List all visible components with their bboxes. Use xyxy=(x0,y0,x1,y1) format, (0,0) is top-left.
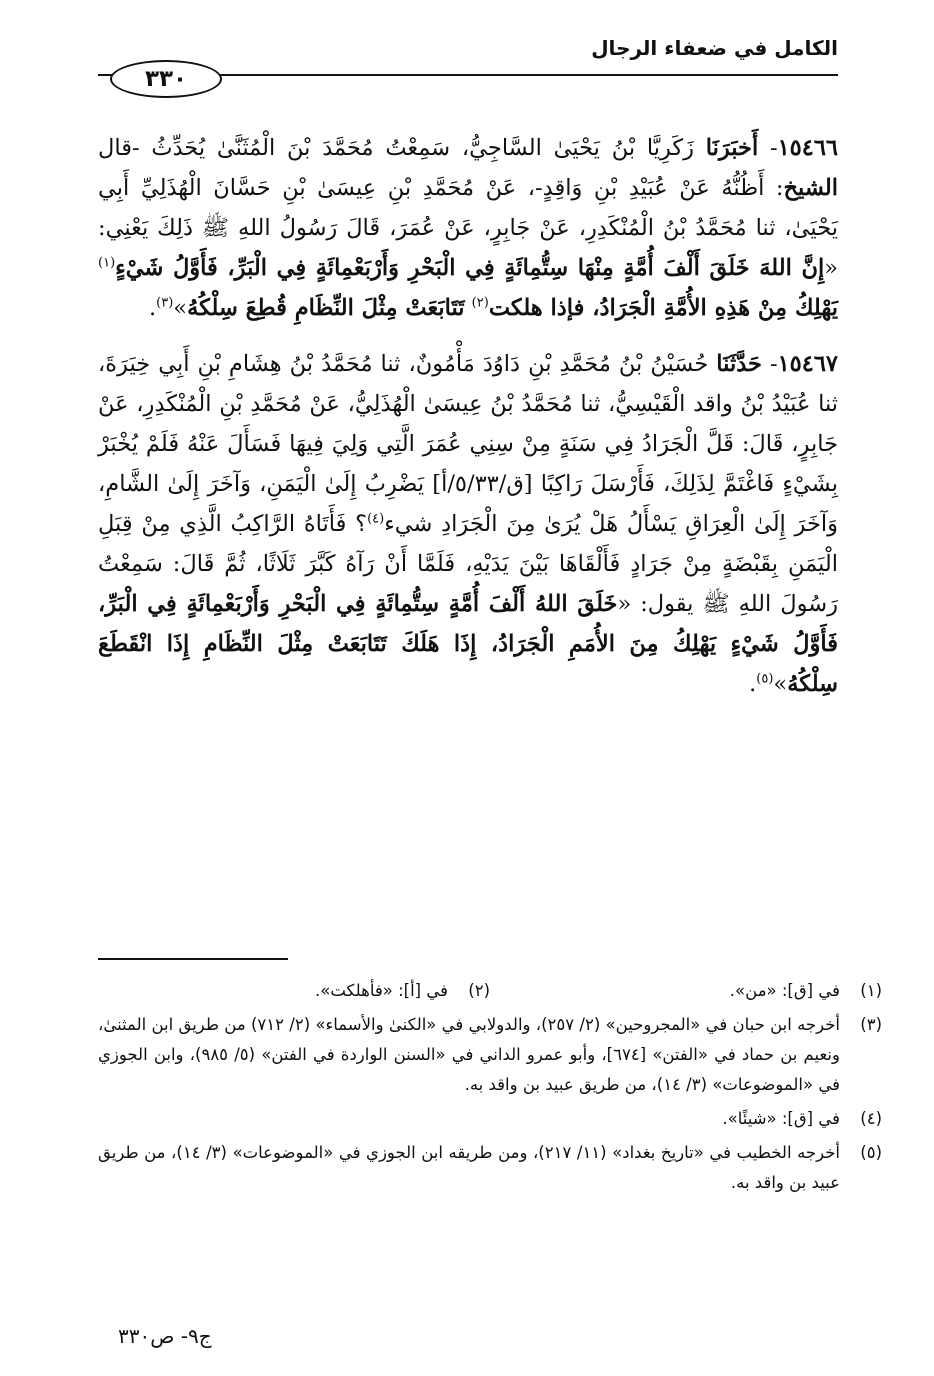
footnote-text: أخرجه ابن حبان في «المجروحين» (٢/ ٢٥٧)، والدولابي في «الكنىٰ والأسماء» (٢/ ٧١٢) من طريق ابن المثنىٰ، ونعيم بن حماد في «الفتن» [٦٧٤]، وأبو عمرو الداني في «السنن الواردة في الفتن» (٥/ ٩٨٥)، وابن الجوزي في «الموضوعات» (٣/ ١٤)، من طريق عبيد بن واقد به. xyxy=(98,1015,841,1094)
closing-quote: » xyxy=(173,295,188,321)
entry-number: ١٥٤٦٧ xyxy=(777,351,839,377)
footnote-number: (٥) xyxy=(860,1143,882,1162)
volume-page-footer: ج٩- ص٣٣٠ xyxy=(118,1324,212,1348)
footnote-marker: (٢) xyxy=(471,295,489,311)
book-title: الكامل في ضعفاء الرجال xyxy=(591,36,838,60)
footnote-text: أخرجه الخطيب في «تاريخ بغداد» (١١/ ٢١٧)، ومن طريقه ابن الجوزي في «الموضوعات» (٣/ ١٤)، من طريق عبيد بن واقد به. xyxy=(98,1143,841,1192)
entry-dash: - xyxy=(758,135,778,161)
footnote-number: (٢) xyxy=(468,981,490,1000)
main-text xyxy=(98,128,838,720)
hadith-entry-15466 xyxy=(98,128,838,328)
footnote-marker: (٥) xyxy=(756,671,774,687)
footnote-number: (١) xyxy=(860,981,882,1000)
sentence-end: . xyxy=(749,671,757,697)
hadith-entry-15467 xyxy=(98,344,838,704)
narration-keyword: أَخبَرَنَا xyxy=(705,135,759,161)
sheikh-keyword: الشيخ xyxy=(783,175,838,201)
footnote-text: في [ق]: «شيئًا». xyxy=(722,1109,840,1128)
footnote-number: (٣) xyxy=(860,1015,882,1034)
hadith-text: خَلَقَ اللهُ أَلْفَ أُمَّةٍ سِتُّمِائَةٍ فِي الْبَحْرِ وَأَرْبَعْمِائَةٍ فِي الْبَرِّ، فَأَوَّلُ شَيْءٍ يَهْلِكُ مِنَ الأُمَمِ الْجَرَادُ، إِذَا هَلَكَ تَتَابَعَتْ مِثْلَ النِّظَامِ إِذَا انْقَطَعَ سِلْكُهُ xyxy=(98,591,838,697)
narration-keyword: حَدَّثَنَا xyxy=(716,351,762,377)
footnote-marker: (٣) xyxy=(156,295,174,311)
footnote-separator xyxy=(98,958,288,960)
hadith-text: إِنَّ اللهَ خَلَقَ أَلْفَ أُمَّةٍ مِنْهَا سِتُّمِائَةٍ فِي الْبَحْرِ وَأَرْبَعْمِائَةٍ فِي الْبَرِّ، فَأَوَّلُ شَيْءٍ xyxy=(115,255,825,281)
footnote-row xyxy=(98,976,882,1006)
footnote-marker: (١) xyxy=(98,255,116,271)
footnote-number: (٤) xyxy=(860,1109,882,1128)
entry-dash: - xyxy=(761,351,778,377)
page-header xyxy=(98,28,838,92)
footnote-5 xyxy=(98,1138,882,1198)
closing-quote: » xyxy=(773,671,788,697)
footnotes xyxy=(98,976,882,1202)
footnote-text: في [أ]: «فأهلكت». xyxy=(315,981,448,1000)
isnad-text: زَكَرِيَّا بْنُ يَحْيَىٰ السَّاجِيُّ، سَمِعْتُ مُحَمَّدَ بْنَ الْمُثَنَّىٰ يُحَدِّثُ -قال xyxy=(98,135,694,161)
sentence-end: . xyxy=(148,295,157,321)
footnote-marker: (٤) xyxy=(367,511,385,527)
footnote-2 xyxy=(98,976,490,1006)
entry-number: ١٥٤٦٦ xyxy=(777,135,838,161)
footnote-3 xyxy=(98,1010,882,1100)
narrative-text: ؟ فَأَتَاهُ الرَّاكِبُ الَّذِي مِنْ قِبَلِ الْيَمَنِ بِقَبْضَةٍ مِنْ جَرَادٍ فَأَلْقَاهَا بَيْنَ يَدَيْهِ، فَلَمَّا أَنْ رَآهُ كَبَّرَ ثَلَاثًا، ثُمَّ قَالَ: سَمِعْتُ رَسُولَ اللهِ ﷺ يقول: « xyxy=(98,511,838,617)
page-number-badge: ٣٣٠ xyxy=(110,60,222,98)
footnote-4 xyxy=(98,1104,882,1134)
isnad-text-continued: : أَظُنُّهُ عَنْ عُبَيْدِ بْنِ وَاقِدٍ-، عَنْ مُحَمَّدِ بْنِ عِيسَىٰ بْنِ حَسَّانَ الْهُذَلِيِّ أَبِي يَحْيَىٰ، ثنا مُحَمَّدُ بْنُ الْمُنْكَدِرِ، عَنْ جَابِرٍ، عَنْ عُمَرَ، قَالَ رَسُولُ اللهِ ﷺ ذَلِكَ يَعْنِي: « xyxy=(98,175,838,281)
hadith-text: تَتَابَعَتْ مِثْلَ النِّظَامِ قُطِعَ سِلْكُهُ xyxy=(187,295,465,321)
isnad-text: حُسَيْنُ بْنُ مُحَمَّدِ بْنِ دَاوُدَ مَأْمُونٌ، ثنا مُحَمَّدُ بْنُ هِشَامِ بْنِ أَبِي خِيَرَةَ، ثنا عُبَيْدُ بْنُ واقد الْقَيْسِيُّ، ثنا مُحَمَّدُ بْنُ عِيسَىٰ الْهُذَلِيُّ، عَنْ مُحَمَّدِ بْنِ الْمُنْكَدِرِ، عَنْ جَابِرٍ، قَالَ: قَلَّ الْجَرَادُ فِي سَنَةٍ مِنْ سِنِي عُمَرَ الَّتِي وَلِيَ فِيهَا فَسَأَلَ عَنْهُ فَلَمْ يُخْبَرْ بِشَيْءٍ فَاغْتَمَّ لِذَلِكَ، فَأَرْسَلَ رَاكِبًا [ق/٥/٣٣/أ] يَضْرِبُ إِلَىٰ الْيَمَنِ، وَآخَرَ إِلَىٰ الشَّامِ، وَآخَرَ إِلَىٰ الْعِرَاقِ يَسْأَلُ هَلْ يُرَىٰ مِنَ الْجَرَادِ شيء xyxy=(98,351,839,537)
hadith-text: يَهْلِكُ مِنْ هَذِهِ الأُمَّةِ الْجَرَادُ، فإذا هلكت xyxy=(488,295,838,321)
footnote-1 xyxy=(490,976,882,1006)
footnote-text: في [ق]: «من». xyxy=(729,981,840,1000)
